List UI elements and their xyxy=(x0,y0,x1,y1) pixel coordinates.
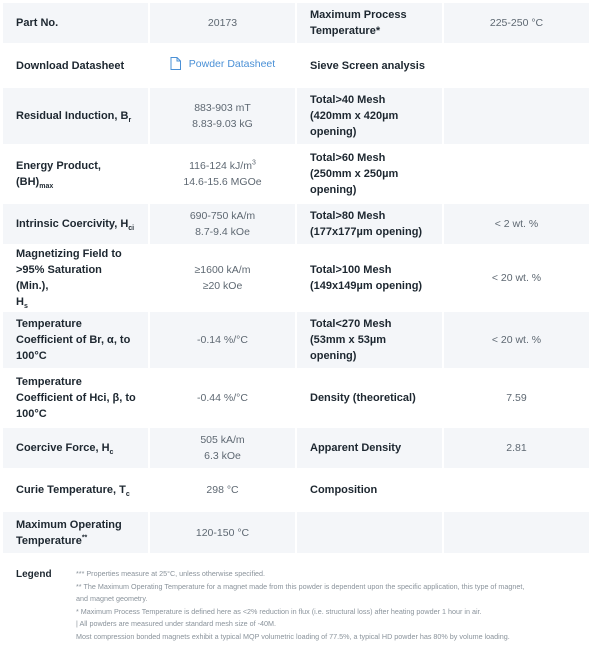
legend-notes xyxy=(76,568,588,643)
spec-value: 120-150 °C xyxy=(150,512,297,555)
spec-label: Curie Temperature, $T_c$ xyxy=(3,470,150,512)
table-row xyxy=(3,470,591,512)
table-row xyxy=(3,146,591,204)
spec-value xyxy=(444,88,591,146)
spec-label: Maximum Process Temperature* xyxy=(297,3,444,45)
table-row xyxy=(3,45,591,88)
spec-value: 883-903 mT 8.83-9.03 kG xyxy=(150,88,297,146)
spec-value: 690-750 kA/m 8.7-9.4 kOe xyxy=(150,204,297,246)
spec-value: ≥1600 kA/m ≥20 kOe xyxy=(150,246,297,312)
spec-value: 7.59 xyxy=(444,370,591,428)
spec-value xyxy=(444,146,591,204)
spec-label: Total<270 Mesh (53mm x 53µm opening) xyxy=(297,312,444,370)
spec-value: < 20 wt. % xyxy=(444,312,591,370)
spec-label: Intrinsic Coercivity, $H_{ci}$ xyxy=(3,204,150,246)
spec-value xyxy=(444,45,591,88)
spec-label: Total>100 Mesh (149x149µm opening) xyxy=(297,246,444,312)
legend-note: *** Properties measure at 25°C, unless otherwise specified. xyxy=(76,569,266,578)
spec-value: -0.44 %/°C xyxy=(150,370,297,428)
table-row xyxy=(3,512,591,555)
legend-note: Most compression bonded magnets exhibit a typical MQP volumetric loading of 77.5%, a typical HD powder has 80% by volume loading. xyxy=(76,631,510,641)
powder-datasheet-link[interactable] xyxy=(170,56,275,72)
spec-label: Residual Induction, $B_r$ xyxy=(3,88,150,146)
spec-value xyxy=(444,512,591,555)
spec-label: Density (theoretical) xyxy=(297,370,444,428)
spec-label: Sieve Screen analysis xyxy=(297,45,444,88)
spec-label: Total>80 Mesh (177x177µm opening) xyxy=(297,204,444,246)
spec-label: Total>40 Mesh (420mm x 420µm opening) xyxy=(297,88,444,146)
spec-value xyxy=(444,470,591,512)
spec-label: Temperature Coefficient of Hci, β, to 100°C xyxy=(3,370,150,428)
spec-value: 20173 xyxy=(150,3,297,45)
spec-label: Download Datasheet xyxy=(3,45,150,88)
spec-value: < 2 wt. % xyxy=(444,204,591,246)
spec-label: Magnetizing Field to >95% Saturation (Min.), $H_s$ xyxy=(3,246,150,312)
spec-label: Total>60 Mesh (250mm x 250µm opening) xyxy=(297,146,444,204)
table-row xyxy=(3,246,591,312)
spec-value: 116-124 $kJ/m^3$ 14.6-15.6 MGOe xyxy=(150,146,297,204)
table-row xyxy=(3,3,591,45)
spec-label: Energy Product, $(BH)_{max}$ xyxy=(3,146,150,204)
spec-value: -0.14 %/°C xyxy=(150,312,297,370)
spec-label: Coercive Force, $H_c$ xyxy=(3,428,150,470)
table-row xyxy=(3,428,591,470)
spec-value: 505 kA/m 6.3 kOe xyxy=(150,428,297,470)
powder-datasheet-label[interactable]: Powder Datasheet xyxy=(188,57,276,70)
spec-value: 2.81 xyxy=(444,428,591,470)
legend-title: Legend xyxy=(16,569,52,580)
legend-note: * Maximum Process Temperature is defined here as <2% reduction in flux (i.e. structural loss) after heating powder 1 hour in air. xyxy=(76,606,482,616)
table-row xyxy=(3,204,591,246)
table-row xyxy=(3,370,591,428)
document-icon xyxy=(170,57,181,70)
spec-label: Maximum Operating Temperature** xyxy=(3,512,150,555)
spec-label: Temperature Coefficient of Br, α, to 100°C xyxy=(3,312,150,370)
legend-note: and magnet geometry. xyxy=(76,594,148,603)
spec-label xyxy=(297,512,444,555)
spec-table xyxy=(3,3,591,555)
spec-label: Apparent Density xyxy=(297,428,444,470)
table-row xyxy=(3,312,591,370)
spec-label: Part No. xyxy=(3,3,150,45)
spec-value: 298 °C xyxy=(150,470,297,512)
table-row xyxy=(3,88,591,146)
spec-label: Composition xyxy=(297,470,444,512)
spec-value xyxy=(150,45,297,88)
legend-note: ** The Maximum Operating Temperature for a magnet made from this powder is dependent upon the specific application, this type of magnet, xyxy=(76,581,525,591)
spec-value: < 20 wt. % xyxy=(444,246,591,312)
spec-value: 225-250 °C xyxy=(444,3,591,45)
legend-note: | All powders are measured under standard mesh size of -40M. xyxy=(76,619,277,628)
